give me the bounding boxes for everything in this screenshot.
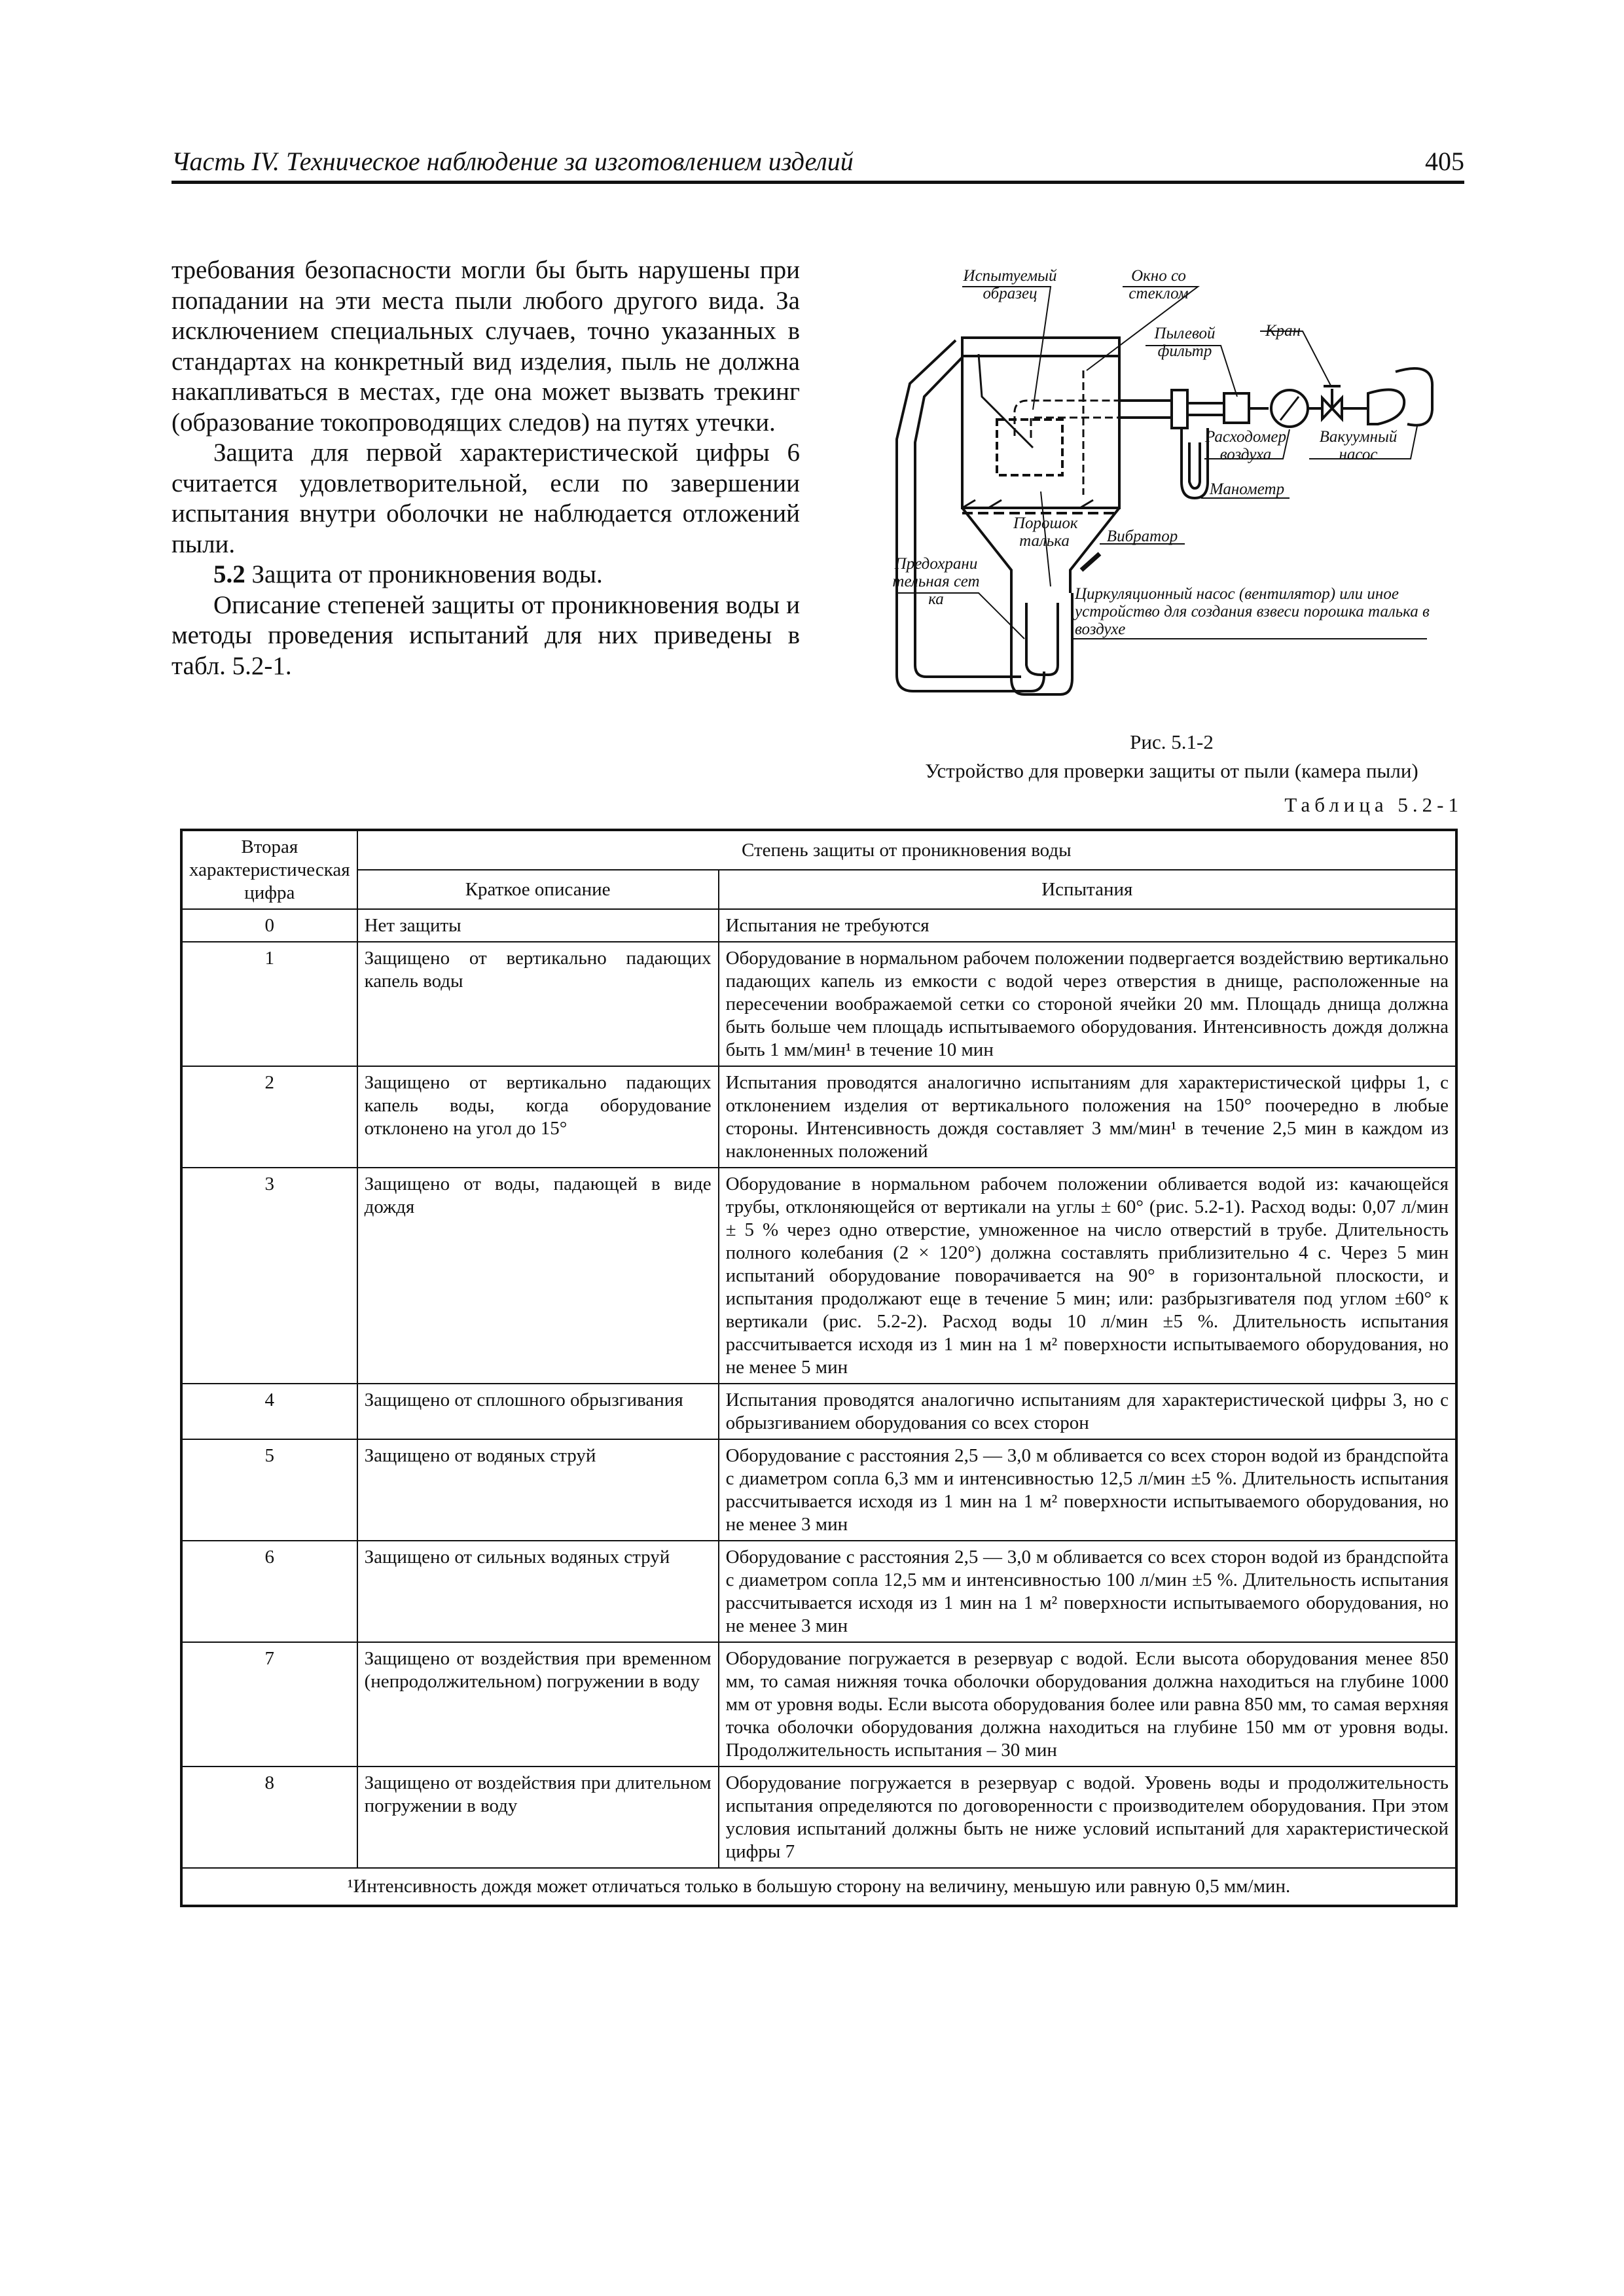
test-cell: Оборудование с расстояния 2,5 — 3,0 м обливается со всех сторон водой из брандспойта с диаметром сопла 12,5 мм и интенсивностью 100 л/мин ±5 %. Длительность испытания рассчитывается исходя из 1 мин на 1 м² поверхности испытываемого оборудования, но не менее 3 мин bbox=[719, 1541, 1456, 1642]
table-subheader-row bbox=[181, 870, 1456, 909]
label-manometer: Манометр bbox=[1209, 480, 1285, 498]
table-row bbox=[181, 1168, 1456, 1384]
table-header-row bbox=[181, 830, 1456, 870]
table-row bbox=[181, 1384, 1456, 1439]
digit-cell: 4 bbox=[181, 1384, 357, 1439]
table-row bbox=[181, 1439, 1456, 1541]
intro-text bbox=[171, 255, 800, 681]
test-cell: Испытания проводятся аналогично испытаниям для характеристической цифры 3, но с обрызгиванием оборудования со всех сторон bbox=[719, 1384, 1456, 1439]
section-number: 5.2 bbox=[213, 560, 245, 588]
description-cell: Защищено от воздействия при длительном погружении в воду bbox=[357, 1767, 719, 1868]
description-cell: Защищено от сильных водяных струй bbox=[357, 1541, 719, 1642]
table-row bbox=[181, 1066, 1456, 1168]
figure-caption bbox=[857, 728, 1486, 785]
table-footnote: ¹Интенсивность дождя может отличаться только в большую сторону на величину, меньшую или равную 0,5 мм/мин. bbox=[181, 1868, 1456, 1906]
section-heading bbox=[171, 560, 800, 590]
digit-cell: 7 bbox=[181, 1642, 357, 1767]
test-cell: Оборудование с расстояния 2,5 — 3,0 м обливается со всех сторон водой из брандспойта с диаметром сопла 6,3 мм и интенсивностью 12,5 л/мин ±5 %. Длительность испытания рассчитывается исходя из 1 мин на 1 м² поверхности испытываемого оборудования, но не менее 3 мин bbox=[719, 1439, 1456, 1541]
label-safety-screen: Предохранительная сетка bbox=[892, 555, 980, 608]
description-cell: Защищено от вертикально падающих капель воды bbox=[357, 942, 719, 1066]
label-window: Окно со стеклом bbox=[1128, 267, 1189, 302]
table-row bbox=[181, 1541, 1456, 1642]
header-tests: Испытания bbox=[719, 870, 1456, 909]
test-cell: Оборудование в нормальном рабочем положении обливается водой из: качающейся трубы, отклоняющейся от вертикали на углы ± 60° (рис. 5.2-1). Расход воды: 0,07 л/мин ± 5 % через одно отверстие, умноженное на число отверстий в трубе. Длительность полного колебания (2 × 120°) должна составлять приблизительно 4 с. Через 5 мин испытаний оборудование поворачивается на 90° в горизонтальной плоскости, и испытания продолжают еще в течение 5 мин; или: разбрызгивателя под углом ±60° к вертикали (рис. 5.2-2). Расход воды 10 л/мин ±5 %. Длительность испытания рассчитывается исходя из 1 мин на 1 м² поверхности испытываемого оборудования, но не менее 5 мин bbox=[719, 1168, 1456, 1384]
description-cell: Защищено от воздействия при временном (непродолжительном) погружении в воду bbox=[357, 1642, 719, 1767]
water-protection-table bbox=[180, 829, 1458, 1907]
figure-caption-text: Устройство для проверки защиты от пыли (камера пыли) bbox=[925, 759, 1418, 782]
header-title: Часть IV. Техническое наблюдение за изготовлением изделий bbox=[171, 147, 854, 176]
header-short-description: Краткое описание bbox=[357, 870, 719, 909]
header-degree: Степень защиты от проникновения воды bbox=[357, 830, 1456, 870]
digit-cell: 5 bbox=[181, 1439, 357, 1541]
description-cell: Защищено от сплошного обрызгивания bbox=[357, 1384, 719, 1439]
running-header bbox=[171, 145, 1464, 184]
test-cell: Испытания проводятся аналогично испытаниям для характеристической цифры 1, с отклонением изделия от вертикального положения на 150° поочередно в любые стороны. Интенсивность дождя составляет 3 мм/мин¹ в течение 2,5 мин в каждом из наклоненных положений bbox=[719, 1066, 1456, 1168]
digit-cell: 6 bbox=[181, 1541, 357, 1642]
intro-paragraph-1: требования безопасности могли бы быть нарушены при попадании на эти места пыли любого другого вида. За исключением специальных случаев, точно указанных в стандартах на конкретный вид изделия, пыль не должна накапливаться в местах, где она может вызвать трекинг (образование токопроводящих следов) на путях утечки. bbox=[171, 256, 800, 437]
header-digit: Вторая характеристическая цифра bbox=[181, 830, 357, 909]
table-row bbox=[181, 1767, 1456, 1868]
table-row bbox=[181, 1642, 1456, 1767]
digit-cell: 0 bbox=[181, 909, 357, 942]
description-cell: Защищено от вертикально падающих капель воды, когда оборудование отклонено на угол до 15° bbox=[357, 1066, 719, 1168]
digit-cell: 2 bbox=[181, 1066, 357, 1168]
page-number: 405 bbox=[1425, 147, 1464, 176]
table-footnote-row bbox=[181, 1868, 1456, 1906]
figure-caption-number: Рис. 5.1-2 bbox=[1130, 730, 1214, 753]
description-cell: Нет защиты bbox=[357, 909, 719, 942]
label-vacuum-pump: Вакуумный насос bbox=[1319, 428, 1398, 463]
test-cell: Оборудование в нормальном рабочем положении подвергается воздействию вертикально падающих капель из емкости с водой через отверстия в днище, расположенные на пересечении воображаемой сетки со стороной ячейки 20 мм. Площадь днища должна быть больше чем площадь испытываемого оборудования. Интенсивность дождя должна быть 1 мм/мин¹ в течение 10 мин bbox=[719, 942, 1456, 1066]
table-row bbox=[181, 942, 1456, 1066]
label-vibrator: Вибратор bbox=[1106, 528, 1178, 545]
label-circulation-pump: Циркуляционный насос (вентилятор) или иное устройство для создания взвеси порошка талька в воздухе bbox=[1075, 585, 1430, 638]
protection-table bbox=[180, 829, 1458, 1907]
digit-cell: 3 bbox=[181, 1168, 357, 1384]
digit-cell: 1 bbox=[181, 942, 357, 1066]
description-cell: Защищено от воды, падающей в виде дождя bbox=[357, 1168, 719, 1384]
label-powder: Порошок талька bbox=[1013, 514, 1078, 550]
label-dust-filter: Пылевой фильтр bbox=[1154, 325, 1216, 360]
description-cell: Защищено от водяных струй bbox=[357, 1439, 719, 1541]
table-label: Таблица 5.2-1 bbox=[1284, 793, 1463, 816]
label-flowmeter: Расходомер воздуха bbox=[1205, 428, 1286, 463]
test-cell: Оборудование погружается в резервуар с водой. Если высота оборудования менее 850 мм, то самая нижняя точка оболочки оборудования должна находиться на глубине 1000 мм от уровня воды. Если высота оборудования более или равна 850 мм, то самая верхняя точка оболочки оборудования должна находиться на глубине 150 мм от уровня воды. Продолжительность испытания – 30 мин bbox=[719, 1642, 1456, 1767]
intro-paragraph-4: Описание степеней защиты от проникновения воды и методы проведения испытаний для них приведены в табл. 5.2-1. bbox=[171, 590, 800, 680]
table-row bbox=[181, 909, 1456, 942]
label-sample: Испытуемый образец bbox=[963, 267, 1057, 302]
dust-chamber-figure bbox=[864, 267, 1476, 783]
label-valve: Кран bbox=[1265, 322, 1301, 340]
intro-paragraph-2: Защита для первой характеристической цифры 6 считается удовлетворительной, если по завершении испытания внутри оболочки не наблюдается отложений пыли. bbox=[171, 439, 800, 558]
digit-cell: 8 bbox=[181, 1767, 357, 1868]
section-title: Защита от проникновения воды. bbox=[245, 560, 603, 588]
test-cell: Оборудование погружается в резервуар с водой. Уровень воды и продолжительность испытания определяются по договоренности с производителем оборудования. При этом условия испытаний должны быть не ниже условий испытаний для характеристической цифры 7 bbox=[719, 1767, 1456, 1868]
test-cell: Испытания не требуются bbox=[719, 909, 1456, 942]
